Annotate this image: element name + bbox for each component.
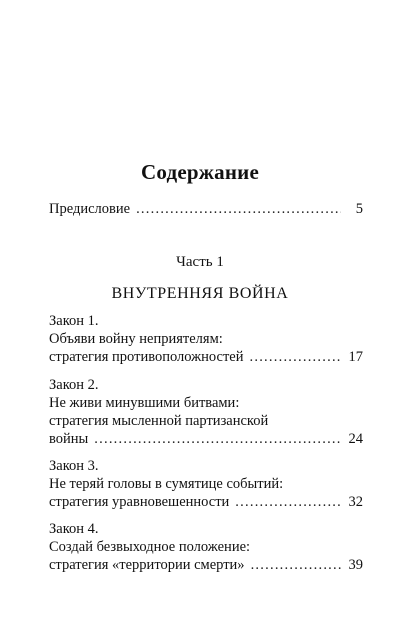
law-title-line: стратегия мысленной партизанской xyxy=(49,413,269,429)
toc-page-number: 5 xyxy=(355,201,363,217)
dot-leader xyxy=(235,493,341,511)
toc-page-number: 17 xyxy=(348,349,363,365)
toc-entry-label: стратегия противоположностей xyxy=(49,349,244,365)
law-title-line: Создай безвыходное положение: xyxy=(49,539,251,555)
dot-leader xyxy=(251,556,341,574)
law-number: Закон 3. xyxy=(49,458,99,474)
toc-entry-law-4 xyxy=(49,556,363,574)
dot-leader xyxy=(94,430,341,448)
dot-leader xyxy=(250,348,342,366)
toc-entry-label: стратегия «территории смерти» xyxy=(49,557,245,573)
toc-entry-label: войны xyxy=(49,431,89,447)
toc-page-number: 24 xyxy=(348,431,363,447)
toc-page-number: 32 xyxy=(348,494,363,510)
law-number: Закон 2. xyxy=(49,377,99,393)
law-title-line: Не теряй головы в сумятице событий: xyxy=(49,476,284,492)
toc-entry-label: Предисловие xyxy=(49,201,131,217)
page-title: Содержание xyxy=(141,160,259,184)
part-label: Часть 1 xyxy=(176,254,224,270)
toc-entry-preface xyxy=(49,200,363,218)
law-title-line: Не живи минувшими битвами: xyxy=(49,395,240,411)
law-number: Закон 1. xyxy=(49,313,99,329)
law-title-line: Объяви войну неприятелям: xyxy=(49,331,223,347)
toc-entry-law-2 xyxy=(49,430,363,448)
toc-entry-law-3 xyxy=(49,493,363,511)
dot-leader xyxy=(136,200,341,218)
toc-entry-label: стратегия уравновешенности xyxy=(49,494,230,510)
part-title: ВНУТРЕННЯЯ ВОЙНА xyxy=(111,285,289,302)
toc-page-number: 39 xyxy=(348,557,363,573)
law-number: Закон 4. xyxy=(49,521,99,537)
toc-entry-law-1 xyxy=(49,348,363,366)
